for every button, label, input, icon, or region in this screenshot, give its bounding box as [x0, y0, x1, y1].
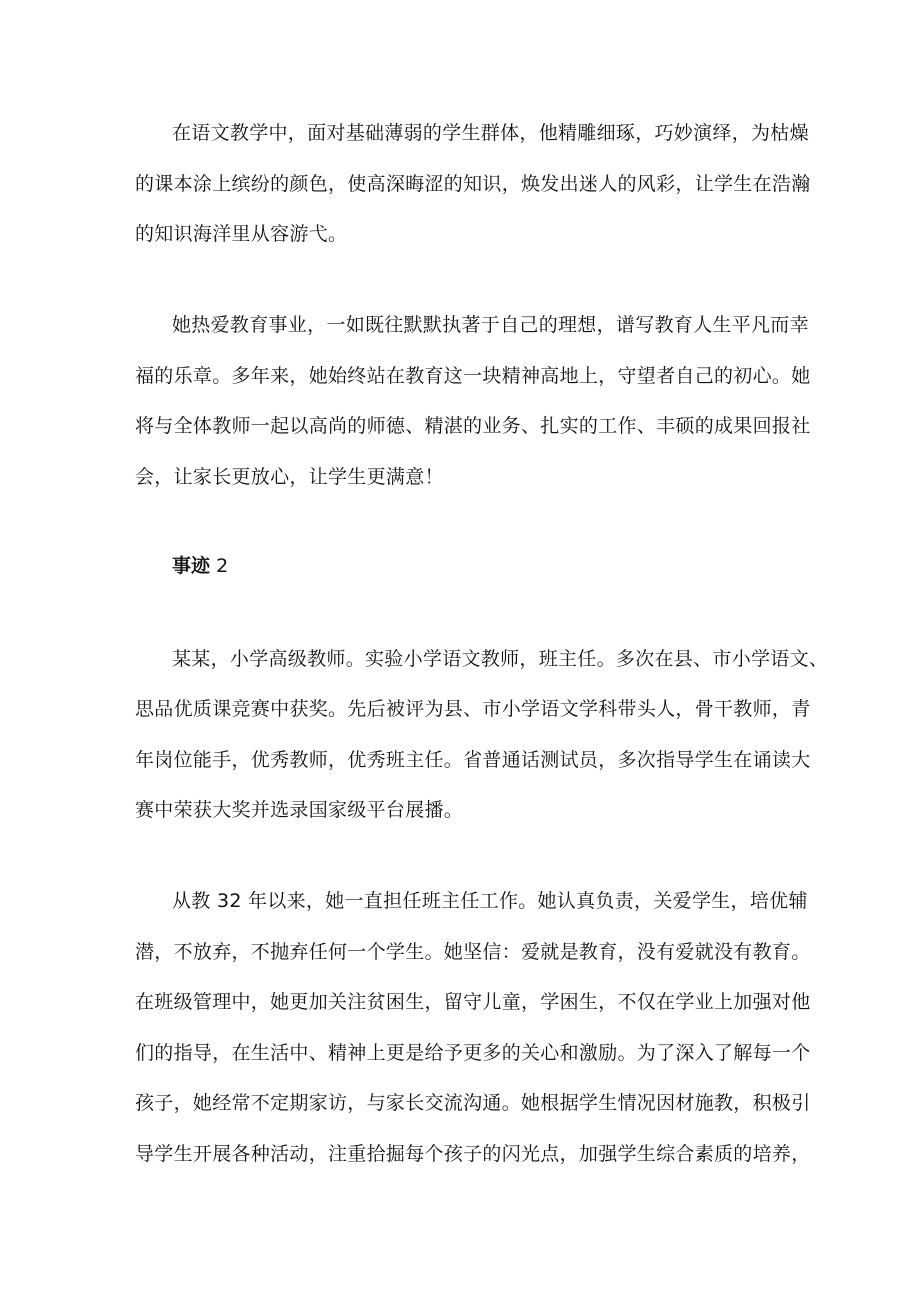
paragraph-3-line-2: 思品优质课竞赛中获奖。先后被评为县、市小学语文学科带头人，骨干教师，青: [135, 698, 811, 720]
paragraph-1-line-2: 的课本涂上缤纷的颜色，使高深晦涩的知识，焕发出迷人的风彩，让学生在浩瀚: [135, 173, 811, 195]
paragraph-4-line-4: 们的指导，在生活中、精神上更是给予更多的关心和激励。为了深入了解每一个: [135, 1042, 811, 1064]
paragraph-2-line-2: 福的乐章。多年来，她始终站在教育这一块精神高地上，守望者自己的初心。她: [135, 365, 811, 387]
paragraph-3-line-4: 赛中荣获大奖并选录国家级平台展播。: [135, 799, 464, 821]
paragraph-4-line-5: 孩子，她经常不定期家访，与家长交流沟通。她根据学生情况因材施教，积极引: [135, 1092, 811, 1114]
paragraph-3-line-1: 某某，小学高级教师。实验小学语文教师，班主任。多次在县、市小学语文、: [172, 648, 829, 670]
section-heading-label: 事迹: [172, 555, 211, 577]
section-heading: [172, 554, 228, 578]
paragraph-4-line-1: 从教 32 年以来，她一直担任班主任工作。她认真负责，关爱学生，培优辅: [172, 890, 808, 912]
paragraph-4-line-3: 在班级管理中，她更加关注贫困生，留守儿童，学困生，不仅在学业上加强对他: [135, 991, 811, 1013]
paragraph-4-line-6: 导学生开展各种活动，注重拾掘每个孩子的闪光点，加强学生综合素质的培养，: [135, 1143, 811, 1165]
paragraph-1-line-3: 的知识海洋里从容游弋。: [135, 223, 348, 245]
paragraph-2-line-3: 将与全体教师一起以高尚的师德、精湛的业务、扎实的工作、丰硕的成果回报社: [135, 415, 811, 437]
paragraph-2-line-4: 会，让家长更放心，让学生更满意！: [135, 466, 444, 488]
paragraph-2-line-1: 她热爱教育事业，一如既往默默执著于自己的理想，谱写教育人生平凡而幸: [172, 314, 809, 336]
section-heading-number: 2: [216, 555, 229, 577]
paragraph-3-line-3: 年岗位能手，优秀教师，优秀班主任。省普通话测试员，多次指导学生在诵读大: [135, 749, 811, 771]
paragraph-4-line-2: 潜，不放弃，不抛弃任何一个学生。她坚信：爱就是教育，没有爱就没有教育。: [135, 941, 811, 963]
paragraph-1-line-1: 在语文教学中，面对基础薄弱的学生群体，他精雕细琢，巧妙演绎，为枯燥: [172, 122, 809, 144]
